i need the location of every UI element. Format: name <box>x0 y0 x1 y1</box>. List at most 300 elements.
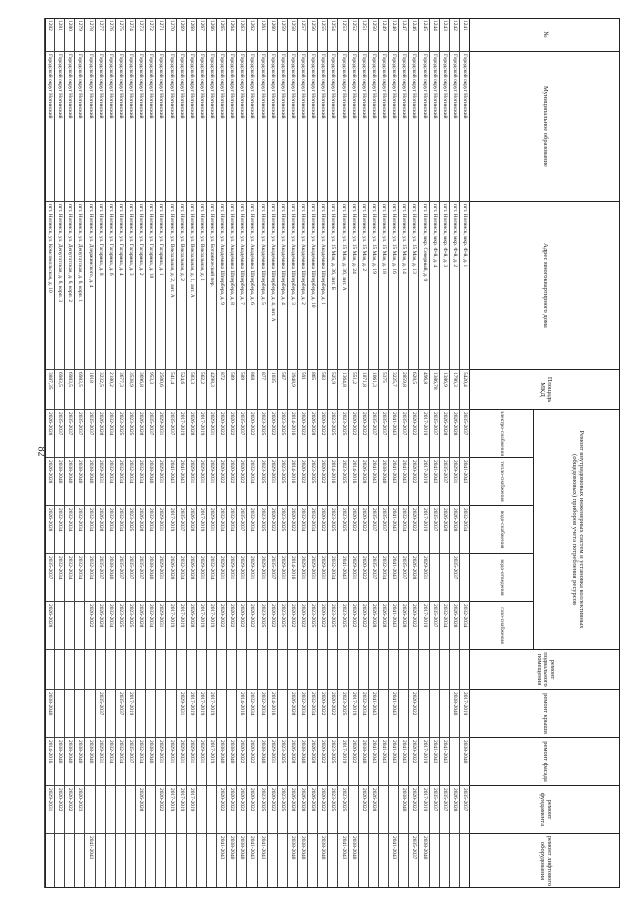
foundation-cell: 2035-2037 <box>430 786 440 834</box>
water-cell: 2032-2034 <box>227 506 237 554</box>
gas-cell: 2032-2034 <box>440 602 450 650</box>
facade-cell: 2020-2022 <box>409 738 419 786</box>
lift-cell: 2041-2043 <box>247 834 257 888</box>
table-row <box>408 18 419 888</box>
header-gas: газо-снабжения <box>470 602 534 650</box>
roof-cell <box>136 690 146 738</box>
basement-cell <box>156 650 166 690</box>
sewer-cell: 2035-2037 <box>268 554 278 602</box>
sewer-cell: 2032-2034 <box>379 554 389 602</box>
lift-cell <box>126 834 136 888</box>
lift-cell <box>379 834 389 888</box>
electro-cell: 2020-2022 <box>217 410 227 458</box>
heat-cell: 2029-2031 <box>450 458 460 506</box>
address-cell: пгт. Ногинск, ул. Академика Шпербера, д. 3 <box>288 202 298 370</box>
address-cell: пгт. Ногинск, ул. 15 Мая, д. 36, лит. А <box>338 202 348 370</box>
heat-cell: 2020-2022 <box>227 458 237 506</box>
roof-cell <box>227 690 237 738</box>
row-num: 1259 <box>278 18 288 52</box>
heat-cell: 2038-2040 <box>86 458 96 506</box>
electro-cell: 2035-2037 <box>146 410 156 458</box>
address-cell: пгт. Ногинск, ул. Вокзальная, д. 1 <box>197 202 207 370</box>
lift-cell <box>460 834 470 888</box>
electro-cell: 2035-2037 <box>86 410 96 458</box>
municipality-cell: Городской округ Ногинский <box>318 52 328 202</box>
facade-cell: 2029-2031 <box>187 738 197 786</box>
gas-cell <box>75 602 85 650</box>
roof-cell: 2032-2034 <box>258 690 268 738</box>
row-num: 1258 <box>288 18 298 52</box>
water-cell: 2023-2025 <box>328 506 338 554</box>
foundation-cell: 2020-2022 <box>268 786 278 834</box>
lift-cell <box>268 834 278 888</box>
table-row <box>277 18 288 888</box>
area-cell: 868 <box>247 370 257 410</box>
table-row <box>418 18 429 888</box>
water-cell: 2032-2034 <box>106 506 116 554</box>
roof-cell: 2035-2037 <box>96 690 106 738</box>
foundation-cell <box>106 786 116 834</box>
foundation-cell: 2026-2028 <box>369 786 379 834</box>
heat-cell: 2020-2022 <box>237 458 247 506</box>
table-row <box>327 18 338 888</box>
address-cell: пгт. Ногинск, ул. Гагарина, д. 10 <box>146 202 156 370</box>
heat-cell: 2038-2040 <box>55 458 65 506</box>
basement-cell <box>197 650 207 690</box>
area-cell: 4298,3 <box>207 370 217 410</box>
basement-cell <box>409 650 419 690</box>
address-cell: пгт. Ногинск, ул. Депутатская, д. 6, корп. 3 <box>55 202 65 370</box>
municipality-cell: Городской округ Ногинский <box>409 52 419 202</box>
foundation-cell <box>86 786 96 834</box>
row-num: 1251 <box>359 18 369 52</box>
roof-cell: 2026-2028 <box>288 690 298 738</box>
roof-cell: 2041-2043 <box>389 690 399 738</box>
header-water: водо-снабжения <box>470 506 534 554</box>
table-row <box>307 18 318 888</box>
basement-cell <box>379 650 389 690</box>
area-cell: 3887,35 <box>45 370 55 410</box>
roof-cell <box>278 690 288 738</box>
foundation-cell: 2026-2028 <box>308 786 318 834</box>
basement-cell <box>338 650 348 690</box>
lift-cell <box>116 834 126 888</box>
area-cell: 1386,9 <box>440 370 450 410</box>
sewer-cell: 2029-2031 <box>349 554 359 602</box>
address-cell: пгт. Ногинск, ул. Депутатская, д. 6, корп. 2 <box>65 202 75 370</box>
facade-cell: 2038-2040 <box>55 738 65 786</box>
sewer-cell: 2029-2031 <box>258 554 268 602</box>
heat-cell: 2041-2043 <box>430 458 440 506</box>
facade-cell: 2038-2040 <box>298 738 308 786</box>
sewer-cell: 2026-2028 <box>187 554 197 602</box>
sewer-cell: 2032-2034 <box>177 554 187 602</box>
heat-cell: 2023-2025 <box>258 458 268 506</box>
row-num: 1278 <box>86 18 96 52</box>
row-num: 1267 <box>197 18 207 52</box>
area-cell: 1018 <box>86 370 96 410</box>
table-row <box>196 18 207 888</box>
row-num: 1264 <box>227 18 237 52</box>
facade-cell: 2035-2037 <box>126 738 136 786</box>
municipality-cell: Городской округ Ногинский <box>288 52 298 202</box>
water-cell: 2026-2028 <box>136 506 146 554</box>
basement-cell <box>399 650 409 690</box>
municipality-cell: Городской округ Ногинский <box>75 52 85 202</box>
row-num: 1277 <box>96 18 106 52</box>
facade-cell: 2029-2031 <box>166 738 176 786</box>
roof-cell: 2032-2034 <box>247 690 257 738</box>
foundation-cell: 2026-2028 <box>136 786 146 834</box>
gas-cell: 2017-2019 <box>166 602 176 650</box>
water-cell: 2026-2028 <box>45 506 55 554</box>
table-row <box>125 18 136 888</box>
sewer-cell: 2041-2043 <box>389 554 399 602</box>
foundation-cell: 2020-2022 <box>156 786 166 834</box>
gas-cell: 2026-2028 <box>399 602 409 650</box>
roof-cell <box>75 690 85 738</box>
facade-cell <box>450 738 460 786</box>
gas-cell: 2023-2025 <box>308 602 318 650</box>
electro-cell: 2023-2025 <box>116 410 126 458</box>
sewer-cell: 2032-2034 <box>207 554 217 602</box>
municipality-cell: Городской округ Ногинский <box>258 52 268 202</box>
foundation-cell: 2038-2040 <box>399 786 409 834</box>
basement-cell <box>419 650 429 690</box>
facade-cell: 2023-2025 <box>278 738 288 786</box>
roof-cell <box>86 690 96 738</box>
municipality-cell: Городской округ Ногинский <box>440 52 450 202</box>
table-header <box>469 18 620 888</box>
sewer-cell: 2038-2040 <box>146 554 156 602</box>
area-cell: 953,3 <box>146 370 156 410</box>
basement-cell <box>146 650 156 690</box>
foundation-cell: 2020-2022 <box>65 786 75 834</box>
foundation-cell: 2020-2022 <box>409 786 419 834</box>
sewer-cell: 2035-2037 <box>45 554 55 602</box>
gas-cell: 2026-2028 <box>450 602 460 650</box>
electro-cell: 2023-2025 <box>328 410 338 458</box>
sewer-cell <box>460 554 470 602</box>
water-cell: 2017-2019 <box>166 506 176 554</box>
foundation-cell: 2023-2025 <box>338 786 348 834</box>
electro-cell: 2035-2037 <box>75 410 85 458</box>
electro-cell: 2020-2022 <box>247 410 257 458</box>
heat-cell: 2023-2025 <box>308 458 318 506</box>
electro-cell: 2020-2022 <box>359 410 369 458</box>
table-row <box>449 18 460 888</box>
basement-cell <box>75 650 85 690</box>
municipality-cell: Городской округ Ногинский <box>349 52 359 202</box>
row-num: 1252 <box>349 18 359 52</box>
lift-cell: 2041-2043 <box>338 834 348 888</box>
electro-cell: 2020-2022 <box>268 410 278 458</box>
municipality-cell: Городской округ Ногинский <box>399 52 409 202</box>
water-cell: 2035-2037 <box>237 506 247 554</box>
area-cell: 5420,4 <box>460 370 470 410</box>
basement-cell <box>460 650 470 690</box>
gas-cell <box>55 602 65 650</box>
municipality-cell: Городской округ Ногинский <box>389 52 399 202</box>
heat-cell: 2038-2040 <box>146 458 156 506</box>
header-address: Адрес многоквартирного дома <box>470 202 620 370</box>
roof-cell: 2032-2034 <box>298 690 308 738</box>
lift-cell: 2041-2043 <box>86 834 96 888</box>
water-cell: 2041-2043 <box>389 506 399 554</box>
heat-cell: 2029-2031 <box>268 458 278 506</box>
gas-cell: 2035-2037 <box>430 602 440 650</box>
area-cell: 872 <box>217 370 227 410</box>
foundation-cell: 2020-2022 <box>237 786 247 834</box>
roof-cell: 2017-2019 <box>460 690 470 738</box>
heat-cell: 2023-2025 <box>338 458 348 506</box>
foundation-cell <box>207 786 217 834</box>
water-cell: 2029-2031 <box>207 506 217 554</box>
gas-cell: 2020-2022 <box>268 602 278 650</box>
area-cell: 1035 <box>268 370 278 410</box>
sewer-cell: 2032-2034 <box>65 554 75 602</box>
heat-cell: 2041-2043 <box>177 458 187 506</box>
table-row <box>74 18 85 888</box>
facade-cell: 2029-2031 <box>177 738 187 786</box>
roof-cell: 2014-2016 <box>237 690 247 738</box>
area-cell: 589 <box>237 370 247 410</box>
address-cell: пгт. Ногинск, ул. 15 Мая, д. 2 <box>359 202 369 370</box>
water-cell: 2020-2022 <box>288 506 298 554</box>
roof-cell: 2041-2043 <box>369 690 379 738</box>
roof-cell: 2014-2016 <box>268 690 278 738</box>
header-num: № <box>470 18 620 52</box>
electro-cell: 2026-2028 <box>45 410 55 458</box>
electro-cell: 2014-2016 <box>288 410 298 458</box>
lift-cell: 2038-2040 <box>419 834 429 888</box>
facade-cell: 2014-2016 <box>45 738 55 786</box>
table-row <box>337 18 348 888</box>
sewer-cell: 2014-2016 <box>288 554 298 602</box>
address-cell: пгт. Ногинск, ул. Академика Шпербера, д. 4, лит. А <box>268 202 278 370</box>
address-cell: пгт. Ногинск, ул. Гагарина, д. 1 <box>156 202 166 370</box>
row-num: 1281 <box>55 18 65 52</box>
gas-cell: 2026-2028 <box>45 602 55 650</box>
electro-cell: 2041-2043 <box>389 410 399 458</box>
lift-cell <box>65 834 75 888</box>
table-row <box>388 18 399 888</box>
water-cell: 2020-2022 <box>409 506 419 554</box>
lift-cell: 2038-2040 <box>349 834 359 888</box>
area-cell: 1364,8 <box>338 370 348 410</box>
table-row <box>246 18 257 888</box>
basement-cell <box>45 650 55 690</box>
basement-cell <box>96 650 106 690</box>
facade-cell: 2029-2031 <box>268 738 278 786</box>
water-cell: 2026-2028 <box>96 506 106 554</box>
heat-cell: 2038-2040 <box>75 458 85 506</box>
basement-cell <box>217 650 227 690</box>
area-cell: 496,8 <box>419 370 429 410</box>
sewer-cell: 2041-2043 <box>338 554 348 602</box>
address-cell: пгт. Ногинск, ул. 15 Мая, д. 16 <box>389 202 399 370</box>
electro-cell: 2026-2028 <box>136 410 146 458</box>
roof-cell: 2038-2040 <box>45 690 55 738</box>
foundation-cell: 2017-2019 <box>187 786 197 834</box>
gas-cell: 2017-2019 <box>207 602 217 650</box>
lift-cell <box>207 834 217 888</box>
sewer-cell: 2029-2031 <box>156 554 166 602</box>
lift-cell: 2041-2043 <box>389 834 399 888</box>
basement-cell <box>187 650 197 690</box>
facade-cell: 2038-2040 <box>146 738 156 786</box>
facade-cell: 2032-2034 <box>136 738 146 786</box>
electro-cell: 2020-2022 <box>298 410 308 458</box>
table-row <box>368 18 379 888</box>
basement-cell <box>440 650 450 690</box>
address-cell: пгт. Ногинск, ул. Академика Шпербера, д. 8 <box>227 202 237 370</box>
gas-cell: 2020-2022 <box>318 602 328 650</box>
municipality-cell: Городской округ Ногинский <box>278 52 288 202</box>
roof-cell: 2020-2022 <box>409 690 419 738</box>
municipality-cell: Городской округ Ногинский <box>86 52 96 202</box>
water-cell: 2023-2025 <box>126 506 136 554</box>
basement-cell <box>430 650 440 690</box>
heat-cell: 2020-2022 <box>298 458 308 506</box>
lift-cell <box>106 834 116 888</box>
basement-cell <box>106 650 116 690</box>
basement-cell <box>278 650 288 690</box>
roof-cell <box>399 690 409 738</box>
sewer-cell: 2029-2031 <box>298 554 308 602</box>
lift-cell <box>197 834 207 888</box>
table-row <box>267 18 278 888</box>
sewer-cell: 2035-2037 <box>116 554 126 602</box>
area-cell: 1871,8 <box>359 370 369 410</box>
area-cell: 865 <box>308 370 318 410</box>
row-num: 1262 <box>247 18 257 52</box>
lift-cell <box>177 834 187 888</box>
foundation-cell: 2020-2022 <box>55 786 65 834</box>
facade-cell: 2038-2040 <box>65 738 75 786</box>
address-cell: пгт. Ногинск, ул. Гагарина, д. 8 <box>96 202 106 370</box>
foundation-cell: 2020-2022 <box>318 786 328 834</box>
facade-cell: 2038-2040 <box>217 738 227 786</box>
address-cell: пгт. Ногинск, мкр. Ф-й, д. 4 <box>430 202 440 370</box>
gas-cell: 2026-2028 <box>187 602 197 650</box>
row-num: 1241 <box>460 18 470 52</box>
address-cell: пгт. Ногинск, ул. Вокзальная, д. 1, лит. А <box>187 202 197 370</box>
gas-cell: 2020-2022 <box>217 602 227 650</box>
gas-cell: 2032-2034 <box>146 602 156 650</box>
facade-cell: 2038-2040 <box>75 738 85 786</box>
row-num: 1265 <box>217 18 227 52</box>
lift-cell <box>369 834 379 888</box>
table-row <box>155 18 166 888</box>
address-cell: пгт. Ногинск, ул. Гагарина, д. 4 <box>116 202 126 370</box>
header-electro: электро-снабжения <box>470 410 534 458</box>
foundation-cell <box>197 786 207 834</box>
gas-cell: 2023-2025 <box>258 602 268 650</box>
municipality-cell: Городской округ Ногинский <box>237 52 247 202</box>
facade-cell: 2029-2031 <box>156 738 166 786</box>
area-cell: 1796,3 <box>450 370 460 410</box>
municipality-cell: Городской округ Ногинский <box>217 52 227 202</box>
gas-cell: 2017-2019 <box>419 602 429 650</box>
roof-cell <box>217 690 227 738</box>
municipality-cell: Городской округ Ногинский <box>96 52 106 202</box>
sewer-cell: 2029-2031 <box>227 554 237 602</box>
facade-cell: 2041-2043 <box>399 738 409 786</box>
lift-cell <box>166 834 176 888</box>
heat-cell: 2020-2022 <box>318 458 328 506</box>
gas-cell: 2023-2025 <box>328 602 338 650</box>
sewer-cell: 2035-2037 <box>369 554 379 602</box>
facade-cell: 2032-2034 <box>116 738 126 786</box>
sewer-cell: 2029-2031 <box>419 554 429 602</box>
water-cell: 2032-2034 <box>55 506 65 554</box>
roof-cell: 2038-2040 <box>450 690 460 738</box>
water-cell: 2032-2034 <box>308 506 318 554</box>
address-cell: пгт. Ногинск, ул. 15 Мая, д. 18 <box>379 202 389 370</box>
electro-cell: 2023-2025 <box>278 410 288 458</box>
table-row <box>206 18 217 888</box>
row-num: 1276 <box>106 18 116 52</box>
heat-cell: 2035-2037 <box>440 458 450 506</box>
address-cell: пгт. Ногинск, ул. Академика Шпербера, д. 9 <box>217 202 227 370</box>
page-number: 82 <box>35 446 47 457</box>
gas-cell: 2020-2022 <box>247 602 257 650</box>
heat-cell: 2029-2031 <box>187 458 197 506</box>
area-cell: 583,3 <box>187 370 197 410</box>
municipality-cell: Городской округ Ногинский <box>298 52 308 202</box>
area-cell: 524,6 <box>177 370 187 410</box>
row-num: 1245 <box>419 18 429 52</box>
municipality-cell: Городской округ Ногинский <box>126 52 136 202</box>
facade-cell: 2032-2034 <box>106 738 116 786</box>
sewer-cell: 2029-2031 <box>247 554 257 602</box>
lift-cell: 2038-2040 <box>298 834 308 888</box>
electro-cell: 2023-2025 <box>126 410 136 458</box>
water-cell: 2032-2034 <box>65 506 75 554</box>
foundation-cell: 2017-2019 <box>166 786 176 834</box>
table-row <box>95 18 106 888</box>
heat-cell: 2026-2028 <box>359 458 369 506</box>
lift-cell: 2041-2043 <box>258 834 268 888</box>
lift-cell <box>359 834 369 888</box>
gas-cell: 2026-2028 <box>136 602 146 650</box>
row-num: 1261 <box>258 18 268 52</box>
foundation-cell: 2026-2028 <box>450 786 460 834</box>
roof-cell: 2032-2034 <box>308 690 318 738</box>
gas-cell: 2023-2025 <box>126 602 136 650</box>
electro-cell: 2035-2037 <box>369 410 379 458</box>
facade-cell: 2041-2043 <box>430 738 440 786</box>
basement-cell <box>237 650 247 690</box>
roof-cell <box>156 690 166 738</box>
water-cell: 2035-2037 <box>379 506 389 554</box>
address-cell: пгт. Ногинск, ул. Академика Шпербера, д. 5 <box>258 202 268 370</box>
electro-cell: 2017-2019 <box>177 410 187 458</box>
municipality-cell: Городской округ Ногинский <box>166 52 176 202</box>
municipality-cell: Городской округ Ногинский <box>156 52 166 202</box>
header-basement: ремонт подвального помещения <box>470 650 620 690</box>
lift-cell: 2041-2043 <box>217 834 227 888</box>
address-cell: пгт. Ногинск, ул. Депутатская, д. 6, корп. 1 <box>75 202 85 370</box>
address-cell: пгт. Ногинск, ул. 15 Мая, д. 36, лит. Б <box>328 202 338 370</box>
area-cell: 589 <box>227 370 237 410</box>
basement-cell <box>65 650 75 690</box>
electro-cell: 2026-2028 <box>96 410 106 458</box>
sewer-cell <box>430 554 440 602</box>
roof-cell <box>65 690 75 738</box>
address-cell: пгт. Ногинск, мкр. Ф-й, д. 3 <box>440 202 450 370</box>
